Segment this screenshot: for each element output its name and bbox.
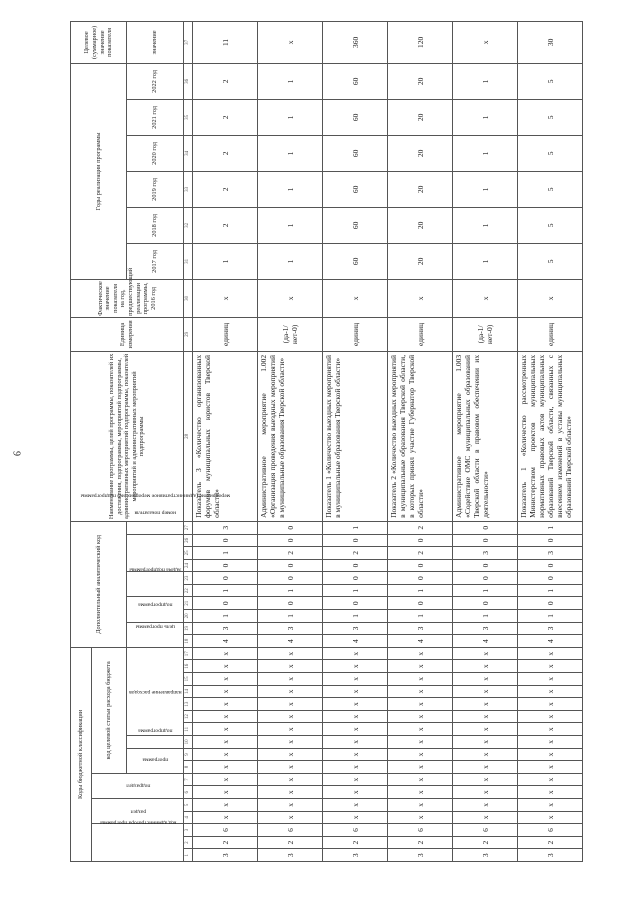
program-header: программа — [127, 748, 184, 773]
year-value-cell: 2 — [193, 63, 258, 99]
year-value-cell: 5 — [518, 207, 583, 243]
table-row — [323, 21, 388, 861]
code-cell: х — [453, 710, 518, 723]
code-cell: х — [193, 799, 258, 812]
code-cell: 1 — [258, 610, 323, 623]
code-cell: 0 — [193, 597, 258, 610]
code-cell: х — [193, 736, 258, 749]
column-number: 3 — [184, 824, 193, 837]
code-cell: 4 — [258, 635, 323, 648]
page-number: 9 — [10, 451, 22, 456]
code-cell: 0 — [258, 534, 323, 547]
code-cell: 6 — [258, 824, 323, 837]
code-cell: 3 — [193, 521, 258, 534]
column-number: 29 — [184, 317, 193, 351]
code-cell: 4 — [323, 635, 388, 648]
table-row — [518, 21, 583, 861]
code-cell: 0 — [453, 521, 518, 534]
year-value-cell: 60 — [323, 207, 388, 243]
code-cell: х — [258, 660, 323, 673]
code-cell: 2 — [388, 547, 453, 560]
code-cell: 0 — [323, 534, 388, 547]
code-cell: 0 — [193, 572, 258, 585]
column-number: 9 — [184, 748, 193, 761]
code-cell: 3 — [193, 622, 258, 635]
code-cell: х — [518, 660, 583, 673]
column-number: 28 — [184, 351, 193, 521]
code-cell: х — [388, 660, 453, 673]
year-value-cell: 5 — [518, 135, 583, 171]
code-cell: 3 — [388, 622, 453, 635]
year-value-cell: 20 — [388, 135, 453, 171]
code-cell: х — [388, 786, 453, 799]
year-value-cell: 5 — [518, 99, 583, 135]
code-cell: х — [193, 660, 258, 673]
code-cell: х — [518, 685, 583, 698]
unit-cell: единиц — [323, 317, 388, 351]
code-cell: х — [518, 710, 583, 723]
code-cell: х — [388, 773, 453, 786]
year-value-cell: 1 — [453, 207, 518, 243]
column-number: 37 — [184, 21, 193, 63]
year-value-cell: 60 — [323, 99, 388, 135]
unit-cell: (да-1/ нет-0) — [258, 317, 323, 351]
year-value-cell: 20 — [388, 243, 453, 279]
item-description: Административное мероприятие 1.002 «Организация проведения выездных мероприятий в муниципальные образования Тверской области» — [258, 351, 323, 521]
target-value-cell: 360 — [323, 21, 388, 63]
code-cell: 3 — [388, 849, 453, 862]
code-cell: 3 — [258, 622, 323, 635]
year-value-cell: 5 — [518, 171, 583, 207]
year-value-cell: 20 — [388, 171, 453, 207]
target-value-cell: 120 — [388, 21, 453, 63]
code-cell: 3 — [258, 849, 323, 862]
code-cell: 0 — [323, 572, 388, 585]
column-number: 25 — [184, 547, 193, 560]
column-number: 33 — [184, 171, 193, 207]
code-cell: х — [388, 685, 453, 698]
code-cell: х — [323, 698, 388, 711]
code-cell: х — [258, 698, 323, 711]
code-cell: х — [518, 736, 583, 749]
kbk-extra-header: Дополнительный аналитический код — [71, 521, 127, 647]
column-number: 23 — [184, 572, 193, 585]
column-number: 34 — [184, 135, 193, 171]
table-row — [388, 21, 453, 861]
code-cell: 1 — [193, 547, 258, 560]
code-cell: х — [258, 799, 323, 812]
actual-value-cell: х — [388, 279, 453, 317]
code-cell: х — [453, 698, 518, 711]
code-cell: 3 — [518, 622, 583, 635]
year-value-cell: 1 — [453, 243, 518, 279]
code-cell: х — [388, 698, 453, 711]
code-cell: х — [258, 736, 323, 749]
code-cell: х — [193, 761, 258, 774]
actual-value-cell: х — [453, 279, 518, 317]
code-cell: х — [453, 685, 518, 698]
unit-column-header: Единица измерения — [71, 317, 184, 351]
unit-cell: (да-1/ нет-0) — [453, 317, 518, 351]
code-cell: х — [258, 748, 323, 761]
code-cell: 2 — [323, 836, 388, 849]
code-cell: 3 — [518, 849, 583, 862]
column-number: 32 — [184, 207, 193, 243]
code-cell: х — [518, 786, 583, 799]
code-cell: х — [388, 673, 453, 686]
target-value-header: значение — [127, 21, 184, 63]
code-cell: х — [388, 748, 453, 761]
year-value-cell: 60 — [323, 171, 388, 207]
table-row — [258, 21, 323, 861]
year-2020-header: 2020 год — [127, 135, 184, 171]
name-column-header: Наименование программы, целей программы, показателей их достижения, подпрограммы, мероприятий подпрограммы, административных мероприятий подпрограммы, показателей мероприятий и административных мероприятий подпрограммы — [71, 351, 184, 521]
code-cell: 1 — [518, 521, 583, 534]
code-cell: 1 — [453, 610, 518, 623]
code-cell: х — [258, 685, 323, 698]
target-value-cell: 30 — [518, 21, 583, 63]
expense-code-header: код целевой статьи расхода бюджета — [92, 647, 127, 773]
code-cell: х — [193, 685, 258, 698]
code-cell: 4 — [453, 635, 518, 648]
code-cell: х — [453, 736, 518, 749]
column-number: 22 — [184, 584, 193, 597]
code-cell: х — [193, 748, 258, 761]
code-cell: х — [453, 723, 518, 736]
code-cell: 6 — [323, 824, 388, 837]
code-cell: х — [453, 748, 518, 761]
item-description: Административное мероприятие 1.003 «Содействие ОМС муниципальных образований Тверской области в правовом обеспечении их деятельности» — [453, 351, 518, 521]
column-number: 36 — [184, 63, 193, 99]
rotated-table-page — [70, 25, 573, 862]
column-number: 17 — [184, 647, 193, 660]
code-cell: 3 — [323, 622, 388, 635]
code-cell: 1 — [323, 610, 388, 623]
code-cell: х — [323, 761, 388, 774]
code-cell: 1 — [323, 584, 388, 597]
code-cell: х — [518, 673, 583, 686]
year-value-cell: 20 — [388, 99, 453, 135]
year-value-cell: 1 — [258, 135, 323, 171]
code-cell: х — [193, 710, 258, 723]
code-cell: х — [388, 647, 453, 660]
task-header: задача подпрограммы — [127, 572, 184, 597]
direction-header: направление расходов — [127, 647, 184, 735]
code-cell: х — [193, 773, 258, 786]
year-value-cell: 60 — [323, 135, 388, 171]
column-number: 31 — [184, 243, 193, 279]
code-cell: х — [453, 811, 518, 824]
year-value-cell: 2 — [193, 171, 258, 207]
code-cell: х — [258, 761, 323, 774]
year-value-cell: 2 — [193, 135, 258, 171]
code-cell: 0 — [453, 572, 518, 585]
code-cell: х — [323, 710, 388, 723]
code-cell: 3 — [453, 622, 518, 635]
code-cell: х — [193, 698, 258, 711]
code-cell: х — [323, 748, 388, 761]
section-header: раздел — [92, 799, 184, 824]
column-number: 16 — [184, 660, 193, 673]
code-cell: х — [453, 799, 518, 812]
code-cell: х — [388, 761, 453, 774]
code-cell: х — [193, 786, 258, 799]
code-cell: 1 — [388, 584, 453, 597]
code-cell: 2 — [388, 836, 453, 849]
code-cell: 2 — [388, 521, 453, 534]
target-value-cell: х — [258, 21, 323, 63]
table-row — [193, 21, 258, 861]
code-cell: 1 — [193, 610, 258, 623]
year-value-cell: 1 — [453, 99, 518, 135]
code-cell: 6 — [518, 824, 583, 837]
actual-value-cell: х — [518, 279, 583, 317]
code-cell: 4 — [388, 635, 453, 648]
code-cell: х — [388, 811, 453, 824]
item-description: Показатель 1 «Количество рассмотренных Министерством проектов муниципальных нормативных правовых актов муниципальных образований Тверской области, связанных с внесением изменений в уставы муниципальных образований Тверской области» — [518, 351, 583, 521]
code-cell: х — [388, 736, 453, 749]
column-number: 20 — [184, 610, 193, 623]
code-cell: 0 — [518, 597, 583, 610]
code-cell: х — [323, 673, 388, 686]
subsection-header: подраздел — [92, 773, 184, 798]
code-cell: 0 — [453, 597, 518, 610]
unit-cell: единиц — [518, 317, 583, 351]
code-cell: 4 — [193, 635, 258, 648]
code-cell: х — [453, 786, 518, 799]
column-number: 13 — [184, 698, 193, 711]
program-table — [70, 21, 583, 862]
code-cell: 0 — [193, 559, 258, 572]
code-cell: 0 — [258, 572, 323, 585]
code-cell: х — [453, 773, 518, 786]
item-description: Показатель 2 «Количество выездных мероприятий в муниципальные образования Тверской области, в которых принял участие Губернатор Тверской области» — [388, 351, 453, 521]
actual-value-cell: х — [323, 279, 388, 317]
code-cell: х — [518, 773, 583, 786]
code-cell: 3 — [453, 547, 518, 560]
code-cell: 6 — [388, 824, 453, 837]
column-number: 19 — [184, 622, 193, 635]
column-number: 21 — [184, 597, 193, 610]
target-value-cell: х — [453, 21, 518, 63]
code-cell: х — [193, 811, 258, 824]
table-row — [453, 21, 518, 861]
year-value-cell: 2 — [193, 99, 258, 135]
column-number: 18 — [184, 635, 193, 648]
year-value-cell: 1 — [258, 171, 323, 207]
unit-cell: единиц — [193, 317, 258, 351]
code-cell: 0 — [258, 559, 323, 572]
column-number: 12 — [184, 710, 193, 723]
code-cell: 0 — [323, 597, 388, 610]
code-cell: х — [453, 761, 518, 774]
code-cell: 0 — [258, 521, 323, 534]
year-value-cell: 60 — [323, 243, 388, 279]
year-2019-header: 2019 год — [127, 171, 184, 207]
code-cell: х — [453, 673, 518, 686]
unit-cell: единиц — [388, 317, 453, 351]
code-cell: 0 — [323, 559, 388, 572]
subprogram-header: подпрограмма — [127, 736, 184, 749]
code-cell: х — [323, 773, 388, 786]
code-cell: 0 — [388, 572, 453, 585]
years-column-header: Годы реализации программы — [71, 63, 127, 279]
code-cell: 3 — [323, 849, 388, 862]
code-cell: х — [323, 723, 388, 736]
goal-header: цель программы — [127, 622, 184, 647]
code-cell: х — [258, 710, 323, 723]
code-cell: х — [193, 647, 258, 660]
code-cell: 6 — [193, 824, 258, 837]
year-value-cell: 1 — [258, 243, 323, 279]
year-2021-header: 2021 год — [127, 99, 184, 135]
code-cell: х — [258, 723, 323, 736]
code-cell: х — [518, 811, 583, 824]
year-value-cell: 5 — [518, 243, 583, 279]
year-value-cell: 60 — [323, 63, 388, 99]
year-2018-header: 2018 год — [127, 207, 184, 243]
code-cell: 2 — [258, 836, 323, 849]
year-2022-header: 2022 год — [127, 63, 184, 99]
column-number-row — [184, 21, 193, 861]
code-cell: х — [323, 736, 388, 749]
code-cell: 0 — [453, 534, 518, 547]
column-number: 27 — [184, 521, 193, 534]
code-cell: 1 — [193, 584, 258, 597]
code-cell: х — [518, 647, 583, 660]
code-cell: х — [518, 723, 583, 736]
code-cell: х — [323, 811, 388, 824]
code-cell: 0 — [193, 534, 258, 547]
column-number: 26 — [184, 534, 193, 547]
code-cell: х — [258, 673, 323, 686]
column-number: 4 — [184, 811, 193, 824]
code-cell: х — [258, 773, 323, 786]
actual-value-cell: х — [193, 279, 258, 317]
year-value-cell: 2 — [193, 207, 258, 243]
target-value-cell: 11 — [193, 21, 258, 63]
target-column-header: Целевое (суммарное) значение показателя — [71, 21, 127, 63]
code-cell: х — [388, 723, 453, 736]
code-cell: х — [258, 811, 323, 824]
column-number: 14 — [184, 685, 193, 698]
indicator-number-header: номер показателя — [127, 521, 184, 534]
code-cell: х — [323, 786, 388, 799]
column-number: 6 — [184, 786, 193, 799]
code-cell: х — [323, 660, 388, 673]
code-cell: 2 — [193, 836, 258, 849]
code-cell: х — [453, 660, 518, 673]
code-cell: х — [518, 748, 583, 761]
code-cell: 1 — [518, 584, 583, 597]
year-value-cell: 1 — [453, 171, 518, 207]
year-value-cell: 1 — [193, 243, 258, 279]
code-cell: х — [258, 786, 323, 799]
code-cell: х — [323, 685, 388, 698]
year-value-cell: 5 — [518, 63, 583, 99]
column-number: 5 — [184, 799, 193, 812]
code-cell: 1 — [518, 610, 583, 623]
code-cell: 1 — [258, 584, 323, 597]
year-2017-header: 2017 год — [127, 243, 184, 279]
year-value-cell: 20 — [388, 63, 453, 99]
code-cell: х — [323, 799, 388, 812]
code-cell: 2 — [518, 836, 583, 849]
code-cell: х — [388, 799, 453, 812]
code-cell: 1 — [323, 521, 388, 534]
code-cell: х — [388, 710, 453, 723]
column-number: 8 — [184, 761, 193, 774]
column-number: 7 — [184, 773, 193, 786]
code-cell: 0 — [518, 559, 583, 572]
column-number: 11 — [184, 723, 193, 736]
code-cell: 0 — [258, 597, 323, 610]
actual-value-cell: х — [258, 279, 323, 317]
column-number: 15 — [184, 673, 193, 686]
column-number: 24 — [184, 559, 193, 572]
year-value-cell: 1 — [258, 99, 323, 135]
year-value-cell: 1 — [453, 135, 518, 171]
code-cell: 0 — [518, 572, 583, 585]
column-number: 35 — [184, 99, 193, 135]
year-value-cell: 1 — [258, 63, 323, 99]
year-value-cell: 1 — [258, 207, 323, 243]
column-number: 2 — [184, 836, 193, 849]
code-cell: х — [193, 673, 258, 686]
activity-header: мероприятие (административное мероприятие) подпрограммы — [127, 534, 184, 572]
code-cell: 0 — [518, 534, 583, 547]
code-cell: 3 — [453, 849, 518, 862]
code-cell: 0 — [388, 597, 453, 610]
kbk-header: Коды бюджетной классификации — [71, 647, 92, 861]
code-cell: 3 — [193, 849, 258, 862]
code-cell: х — [518, 761, 583, 774]
code-cell: х — [258, 647, 323, 660]
column-number: 1 — [184, 849, 193, 862]
item-description: Показатель 3 «Количество организованных форумов муниципальных юристов Тверской области» — [193, 351, 258, 521]
code-cell: 3 — [518, 547, 583, 560]
code-cell: 0 — [388, 534, 453, 547]
code-cell: х — [323, 647, 388, 660]
admin-code-header: код администратора программы — [92, 824, 184, 862]
code-cell: 1 — [388, 610, 453, 623]
code-cell: 0 — [453, 559, 518, 572]
code-cell: 0 — [388, 559, 453, 572]
code-cell: 2 — [323, 547, 388, 560]
actual-column-header: Фактическое значение показателя на год, предшествующий реализации программы, 2016 год — [71, 279, 184, 317]
code-cell: 2 — [453, 836, 518, 849]
code-cell: 6 — [453, 824, 518, 837]
code-cell: 4 — [518, 635, 583, 648]
subprogram2-header: подпрограмма — [127, 597, 184, 622]
code-cell: х — [518, 799, 583, 812]
column-number: 10 — [184, 736, 193, 749]
code-cell: х — [453, 647, 518, 660]
code-cell: х — [518, 698, 583, 711]
code-cell: 1 — [453, 584, 518, 597]
year-value-cell: 1 — [453, 63, 518, 99]
item-description: Показатель 1 «Количество выездных мероприятий в муниципальные образования Тверской области» — [323, 351, 388, 521]
code-cell: 2 — [258, 547, 323, 560]
year-value-cell: 20 — [388, 207, 453, 243]
code-cell: х — [193, 723, 258, 736]
column-number: 30 — [184, 279, 193, 317]
